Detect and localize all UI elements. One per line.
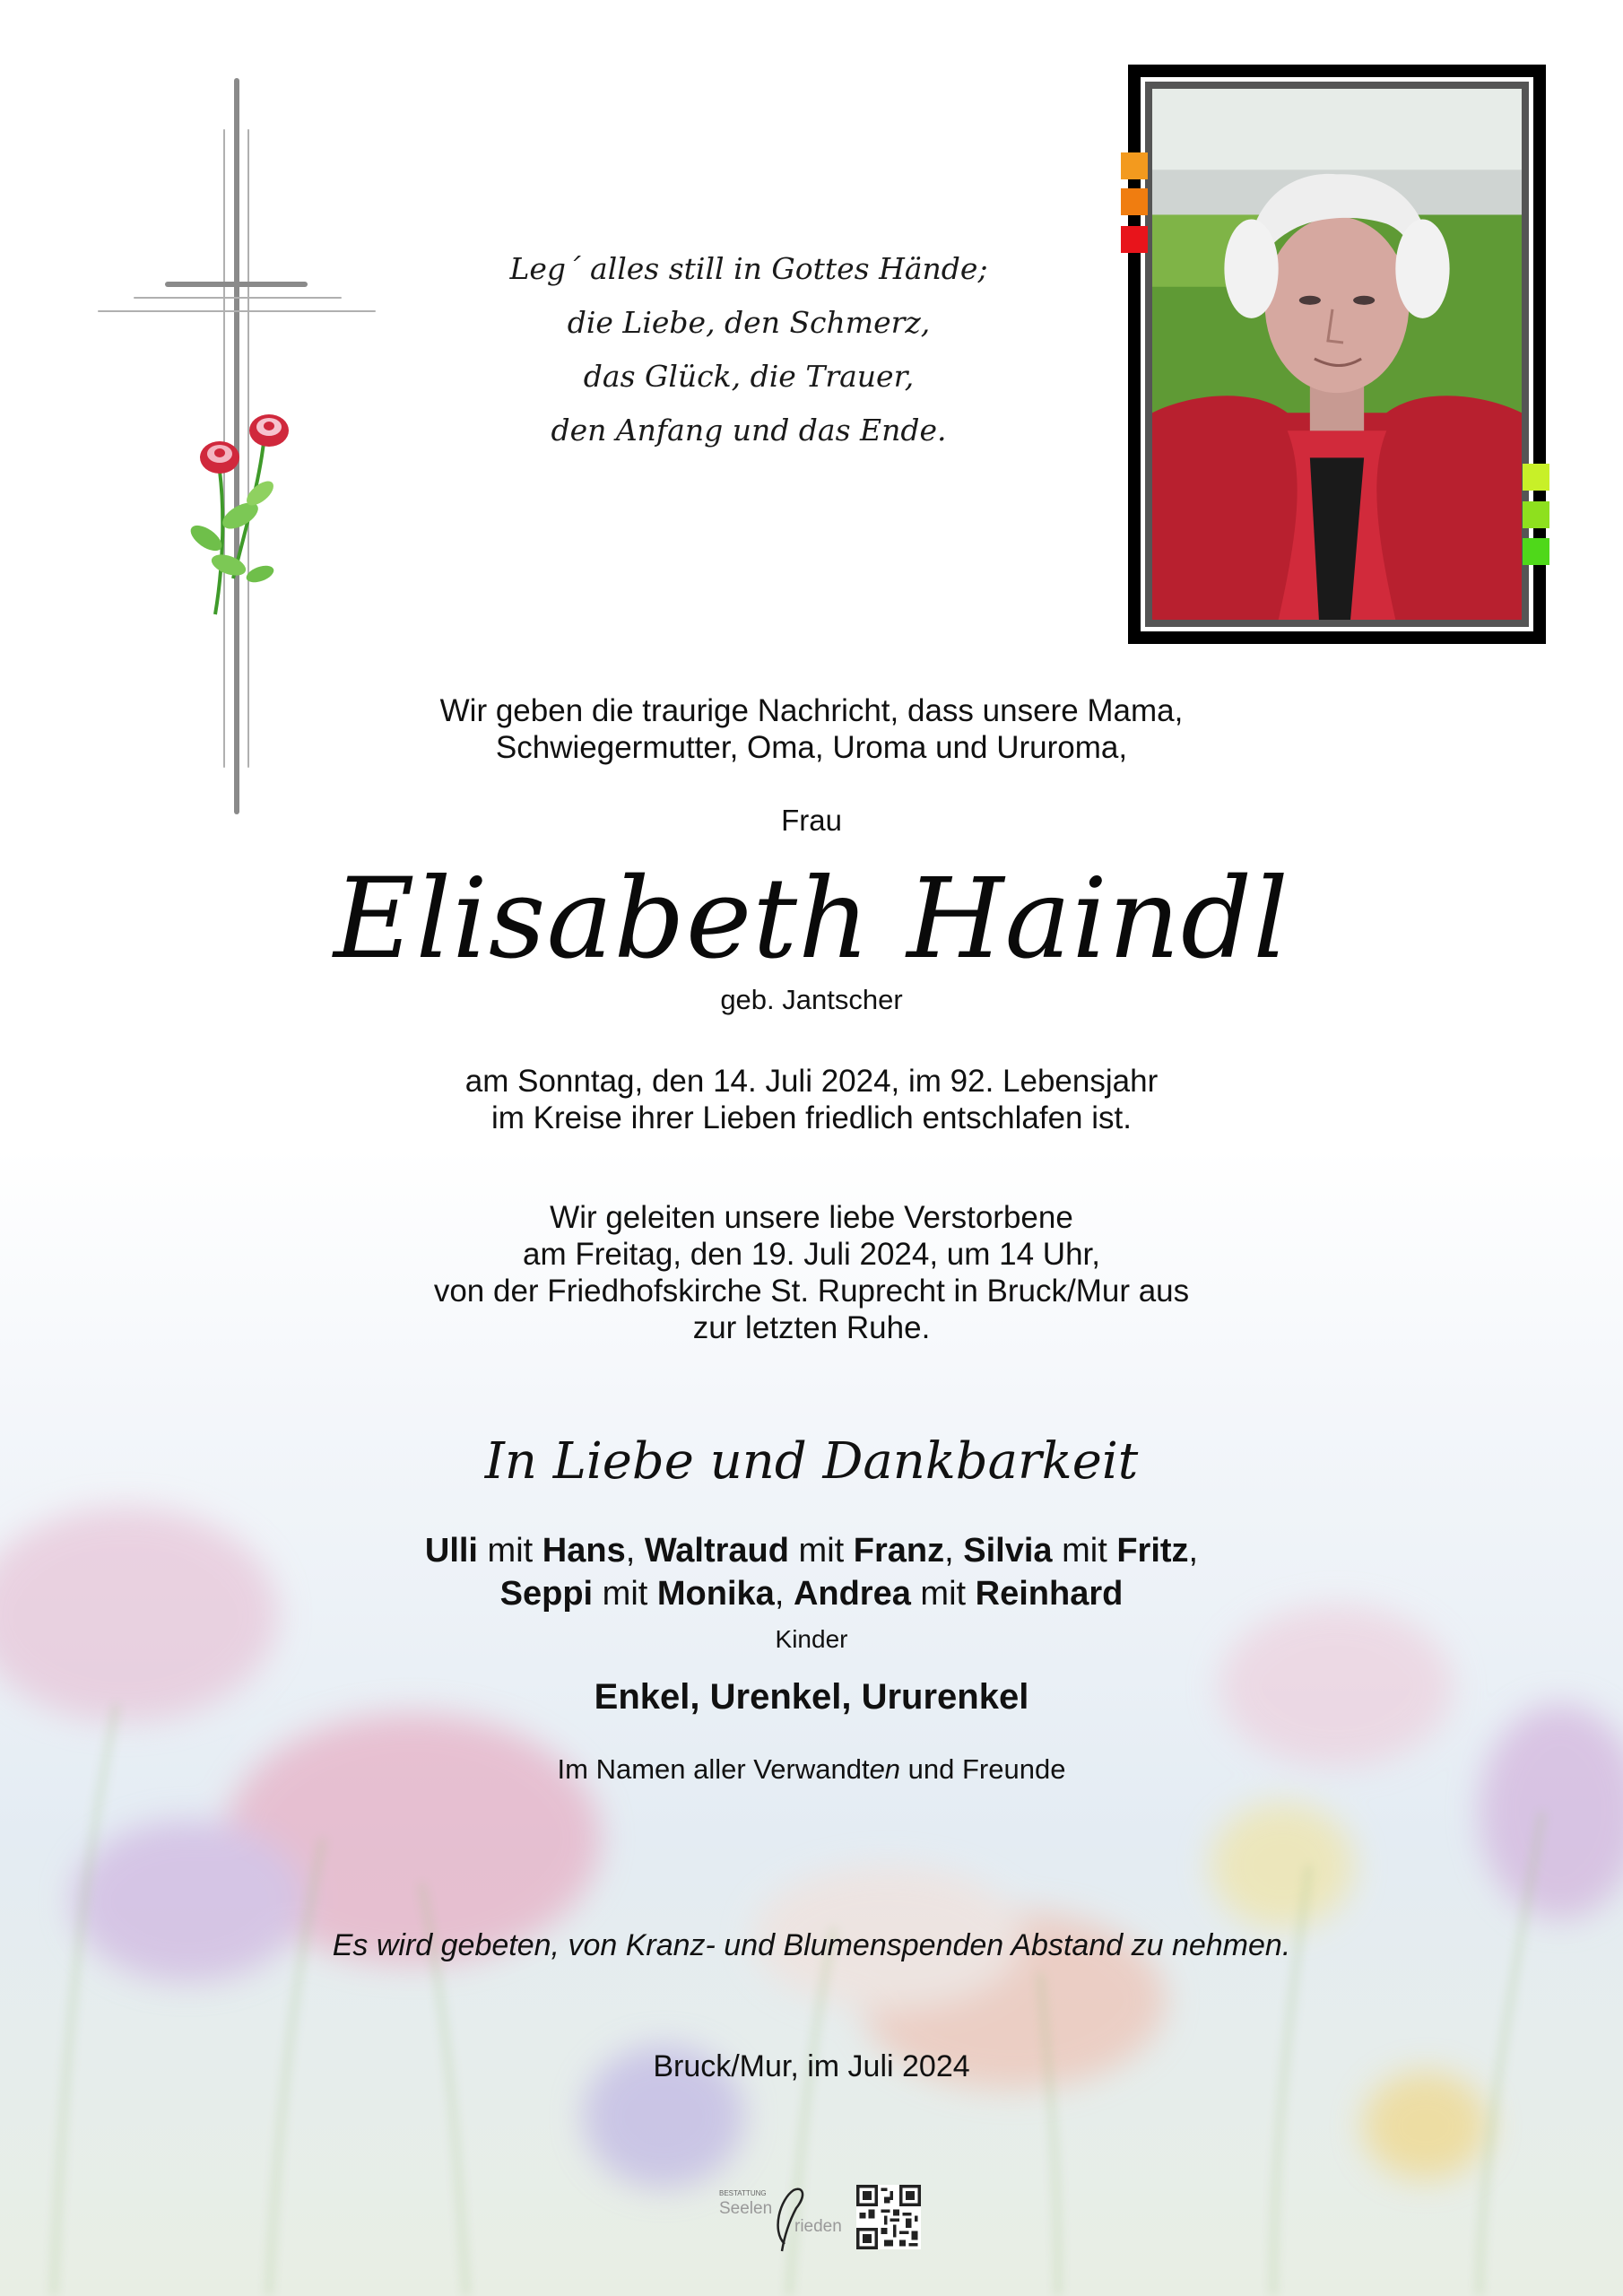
seelenfrieden-logo xyxy=(717,2181,852,2253)
family-member-name: Andrea xyxy=(793,1575,911,1613)
decor-square-green xyxy=(1523,538,1549,565)
funeral-line: Wir geleiten unsere liebe Verstorbene xyxy=(550,1200,1073,1235)
portrait-photo-frame xyxy=(1128,65,1546,644)
funeral-line: von der Friedhofskirche St. Ruprecht in Bruck/Mur aus xyxy=(433,1274,1190,1309)
death-notice xyxy=(0,1063,1623,1136)
poem-line: Leg´ alles still in Gottes Hände; xyxy=(509,251,988,286)
salutation: Frau xyxy=(781,804,842,837)
family-member-name: Monika xyxy=(656,1575,775,1613)
decor-square-red xyxy=(1121,226,1148,253)
logo-top-text: BESTATTUNG xyxy=(719,2189,767,2197)
family-connector: mit xyxy=(788,1532,854,1570)
family-member-name: Silvia xyxy=(963,1532,1053,1570)
family-member-name: Ulli xyxy=(424,1532,478,1570)
relatives-line xyxy=(0,1753,1623,1786)
family-member-name: Waltraud xyxy=(644,1532,789,1570)
intro-text xyxy=(0,692,1623,766)
family-member-name: Seppi xyxy=(499,1575,594,1613)
family-connector: mit xyxy=(910,1575,976,1613)
deceased-name: Elisabeth Haindl xyxy=(334,855,1289,984)
decor-square-lime xyxy=(1523,464,1549,491)
family-connector: , xyxy=(625,1532,645,1570)
family-connector: mit xyxy=(593,1575,657,1613)
decor-square-orange xyxy=(1121,188,1148,215)
death-line: im Kreise ihrer Lieben friedlich entschlafen ist. xyxy=(491,1100,1132,1135)
poem-verse xyxy=(466,242,1031,457)
family-member-name: Reinhard xyxy=(975,1575,1124,1613)
qr-code-icon xyxy=(856,2185,921,2249)
family-connector: mit xyxy=(478,1532,542,1570)
relatives-text-italic: en xyxy=(869,1753,901,1785)
children-label: Kinder xyxy=(775,1625,848,1653)
poem-line: die Liebe, den Schmerz, xyxy=(567,305,931,340)
family-member-name: Fritz xyxy=(1116,1532,1189,1570)
donation-request: Es wird gebeten, von Kranz- und Blumenspenden Abstand zu nehmen. xyxy=(332,1928,1291,1962)
funeral-line: zur letzten Ruhe. xyxy=(692,1310,931,1345)
grandchildren-line: Enkel, Urenkel, Ururenkel xyxy=(594,1677,1029,1717)
relatives-text: Im Namen aller Verwandt xyxy=(557,1753,870,1785)
maiden-name: geb. Jantscher xyxy=(720,984,903,1015)
funeral-line: am Freitag, den 19. Juli 2024, um 14 Uhr, xyxy=(523,1237,1100,1272)
relatives-text: und Freunde xyxy=(900,1753,1066,1785)
children-line-2 xyxy=(0,1572,1623,1615)
children-line-1 xyxy=(0,1529,1623,1572)
family-connector: mit xyxy=(1052,1532,1117,1570)
family-connector: , xyxy=(774,1575,794,1613)
family-member-name: Hans xyxy=(542,1532,626,1570)
family-connector: , xyxy=(944,1532,964,1570)
intro-line: Wir geben die traurige Nachricht, dass unsere Mama, xyxy=(439,693,1184,728)
intro-line: Schwiegermutter, Oma, Uroma und Ururoma, xyxy=(495,730,1128,765)
decor-square-orange xyxy=(1121,152,1148,179)
poem-line: das Glück, die Trauer, xyxy=(583,359,915,394)
death-line: am Sonntag, den 14. Juli 2024, im 92. Lebensjahr xyxy=(464,1064,1159,1099)
poem-line: den Anfang und das Ende. xyxy=(551,413,947,448)
mourners-heading: In Liebe und Dankbarkeit xyxy=(484,1432,1139,1491)
funeral-notice xyxy=(0,1199,1623,1346)
place-date: Bruck/Mur, im Juli 2024 xyxy=(653,2049,970,2083)
family-connector: , xyxy=(1188,1532,1199,1570)
portrait-photo xyxy=(1152,89,1522,620)
logo-word-1: Seelen xyxy=(719,2199,773,2218)
decor-square-green xyxy=(1523,501,1549,528)
logo-word-2: rieden xyxy=(794,2217,842,2236)
family-member-name: Franz xyxy=(853,1532,945,1570)
